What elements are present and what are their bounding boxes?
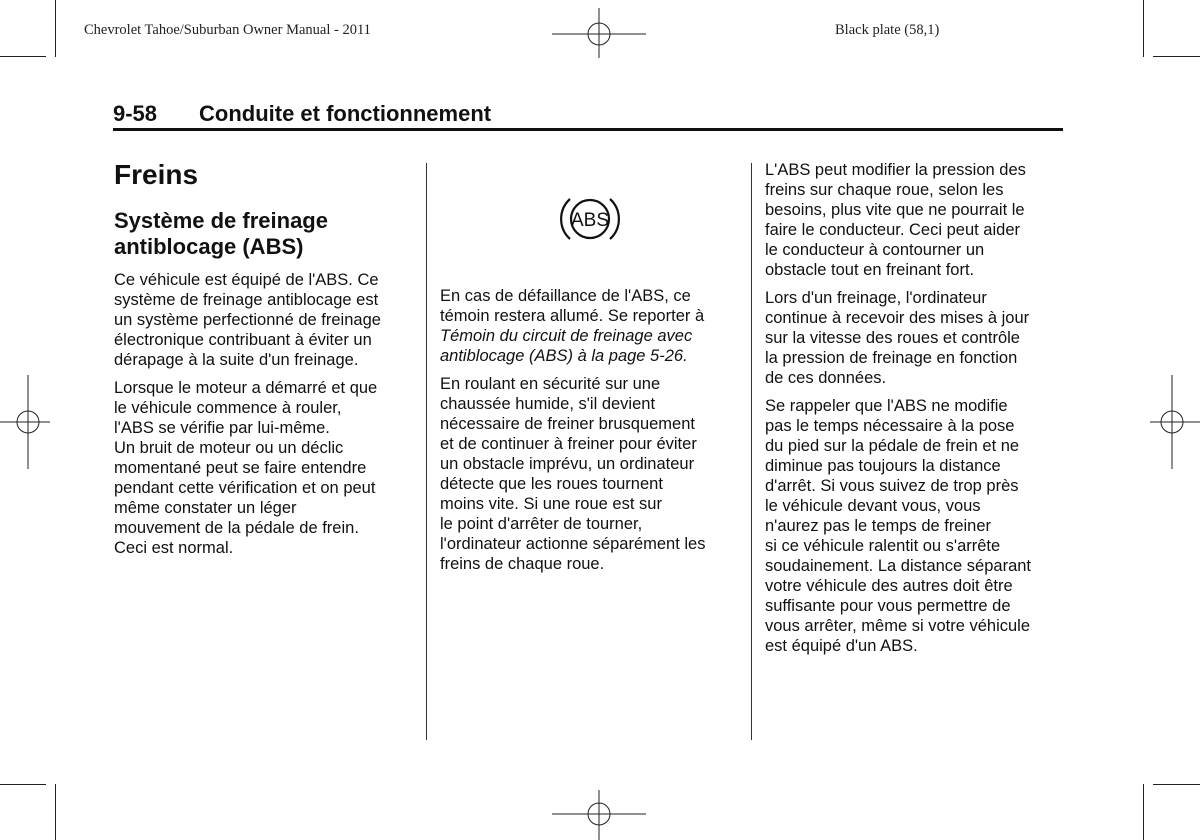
abs-icon-label: ABS — [570, 210, 610, 231]
paragraph: En roulant en sécurité sur une chaussée humide, s'il devient nécessaire de freiner brusquement et de continuer à freiner pour éviter un obstacle imprévu, un ordinateur détecte que les roues tournent moins vite. Si une roue est sur le point d'arrêter de tourner, l'ordinateur actionne séparément les freins de chaque roue. — [440, 375, 706, 573]
crop-mark — [0, 784, 46, 785]
crop-mark — [1153, 56, 1200, 57]
paragraph: Lorsque le moteur a démarré et que le véhicule commence à rouler, l'ABS se vérifie par lui-même. Un bruit de moteur ou un déclic momentané peut se faire entendre pendant cette vérification et on peut même constater un léger mouvement de la pédale de frein. Ceci est normal. — [114, 379, 378, 557]
paragraph: L'ABS peut modifier la pression des freins sur chaque roue, selon les besoins, plus vite que ne pourrait le faire le conducteur. Ceci peut aider le conducteur à contourner un obstacle tout en freinant fort. — [765, 161, 1026, 279]
column-3 — [765, 160, 1065, 664]
print-header-right: Black plate (58,1) — [835, 22, 940, 38]
column-divider — [426, 163, 427, 740]
registration-mark-left — [0, 375, 50, 469]
heading-freins: Freins — [114, 159, 199, 190]
column-divider — [751, 163, 752, 740]
paragraph-text: En cas de défaillance de l'ABS, ce témoin restera allumé. Se reporter à — [440, 287, 705, 325]
paragraph: Ce véhicule est équipé de l'ABS. Ce système de freinage antiblocage est un système perfectionné de freinage électronique contribuant à éviter un dérapage à la suite d'un freinage. — [114, 271, 381, 369]
crop-mark — [1143, 784, 1144, 840]
crop-mark — [1153, 784, 1200, 785]
crop-mark — [55, 784, 56, 840]
cross-reference: Témoin du circuit de freinage avec antiblocage (ABS) à la page 5-26. — [440, 327, 693, 365]
crop-mark — [1143, 0, 1144, 57]
print-header-left: Chevrolet Tahoe/Suburban Owner Manual - 2011 — [84, 22, 371, 38]
registration-mark-right — [1150, 375, 1200, 469]
column-1 — [114, 158, 414, 566]
section-header — [113, 101, 491, 127]
registration-mark-bottom — [552, 790, 646, 840]
paragraph: Se rappeler que l'ABS ne modifie pas le temps nécessaire à la pose du pied sur la pédale de frein et ne diminue pas toujours la distance d'arrêt. Si vous suivez de trop près le véhicule devant vous, vous n'aurez pas le temps de freiner si ce véhicule ralentit ou s'arrête soudainement. La distance séparant votre véhicule des autres doit être suffisante pour vous permettre de vous arrêter, même si votre véhicule est équipé d'un ABS. — [765, 397, 1032, 655]
page-number: 9-58 — [113, 101, 158, 126]
paragraph: Lors d'un freinage, l'ordinateur continue à recevoir des mises à jour sur la vitesse des roues et contrôle la pression de freinage en fonction de ces données. — [765, 289, 1030, 387]
heading-abs-system: Système de freinage antiblocage (ABS) — [114, 208, 328, 259]
paragraph — [440, 286, 740, 366]
crop-mark — [55, 0, 56, 57]
header-rule — [113, 128, 1063, 131]
column-2 — [440, 286, 740, 582]
registration-mark-top — [552, 8, 646, 58]
crop-mark — [0, 56, 46, 57]
section-title: Conduite et fonctionnement — [199, 101, 492, 126]
abs-warning-icon — [547, 187, 633, 251]
